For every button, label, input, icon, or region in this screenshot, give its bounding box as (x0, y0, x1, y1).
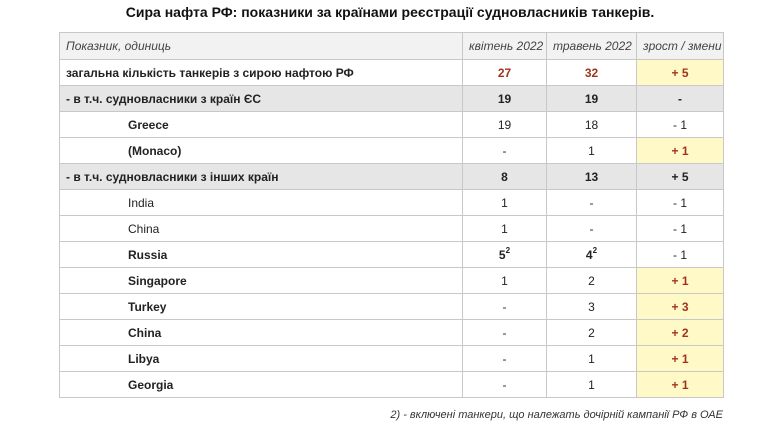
row-april: 8 (463, 164, 547, 190)
table-row-georgia (60, 372, 724, 398)
tankers-table (59, 32, 724, 398)
row-label: Greece (60, 112, 463, 138)
table-row-turkey (60, 294, 724, 320)
row-may: 1 (547, 138, 637, 164)
row-may: 13 (547, 164, 637, 190)
row-label: China (60, 216, 463, 242)
row-change: + 5 (637, 164, 724, 190)
row-may: 32 (547, 60, 637, 86)
row-label: - в т.ч. судновласники з інших країн (60, 164, 463, 190)
row-may: 2 (547, 320, 637, 346)
header-indicator: Показник, одиниць (60, 33, 463, 60)
table-row-monaco (60, 138, 724, 164)
row-label: India (60, 190, 463, 216)
table-row-russia (60, 242, 724, 268)
row-april: - (463, 346, 547, 372)
row-label: Turkey (60, 294, 463, 320)
page-title: Сира нафта РФ: показники за країнами реєстрації судновласників танкерів. (125, 4, 655, 20)
table-header-row (60, 33, 724, 60)
row-april: - (463, 372, 547, 398)
footnote: 2) - включені танкери, що належать дочірній кампанії РФ в ОАЕ (390, 409, 723, 421)
row-april: 1 (463, 268, 547, 294)
value: 4 (585, 247, 593, 262)
row-label: загальна кількість танкерів з сирою нафтою РФ (60, 60, 463, 86)
row-april: - (463, 138, 547, 164)
row-may (547, 242, 637, 268)
footnote-marker: 2 (592, 245, 598, 255)
row-change: + 1 (637, 268, 724, 294)
row-april: 1 (463, 190, 547, 216)
row-may: - (547, 216, 637, 242)
row-april: 27 (463, 60, 547, 86)
table-row-singapore (60, 268, 724, 294)
row-april: - (463, 294, 547, 320)
row-label: Russia (60, 242, 463, 268)
table-row-india (60, 190, 724, 216)
row-may: 1 (547, 346, 637, 372)
header-may: травень 2022 (547, 33, 637, 60)
row-label: Georgia (60, 372, 463, 398)
row-may: 18 (547, 112, 637, 138)
footnote-marker: 2 (505, 245, 511, 255)
row-change: - 1 (637, 242, 724, 268)
row-change: + 1 (637, 138, 724, 164)
row-label: Singapore (60, 268, 463, 294)
row-april: 19 (463, 112, 547, 138)
row-may: - (547, 190, 637, 216)
row-change: + 1 (637, 372, 724, 398)
row-april: - (463, 320, 547, 346)
value: 5 (498, 247, 506, 262)
row-may: 1 (547, 372, 637, 398)
row-label: China (60, 320, 463, 346)
row-april (463, 242, 547, 268)
row-change: - 1 (637, 190, 724, 216)
table-row-china-2 (60, 320, 724, 346)
header-change: зрост / змени (637, 33, 724, 60)
row-change: + 2 (637, 320, 724, 346)
table-row-libya (60, 346, 724, 372)
row-label: (Monaco) (60, 138, 463, 164)
table-row-greece (60, 112, 724, 138)
table-row-other-countries (60, 164, 724, 190)
row-change: - (637, 86, 724, 112)
row-label: Libya (60, 346, 463, 372)
row-change: + 1 (637, 346, 724, 372)
table-row-eu (60, 86, 724, 112)
row-change: + 5 (637, 60, 724, 86)
row-may: 3 (547, 294, 637, 320)
row-label: - в т.ч. судновласники з країн ЄС (60, 86, 463, 112)
row-change: + 3 (637, 294, 724, 320)
row-may: 2 (547, 268, 637, 294)
row-change: - 1 (637, 112, 724, 138)
row-april: 1 (463, 216, 547, 242)
row-april: 19 (463, 86, 547, 112)
table-row-total (60, 60, 724, 86)
row-may: 19 (547, 86, 637, 112)
row-change: - 1 (637, 216, 724, 242)
header-april: квітень 2022 (463, 33, 547, 60)
table-row-china-1 (60, 216, 724, 242)
